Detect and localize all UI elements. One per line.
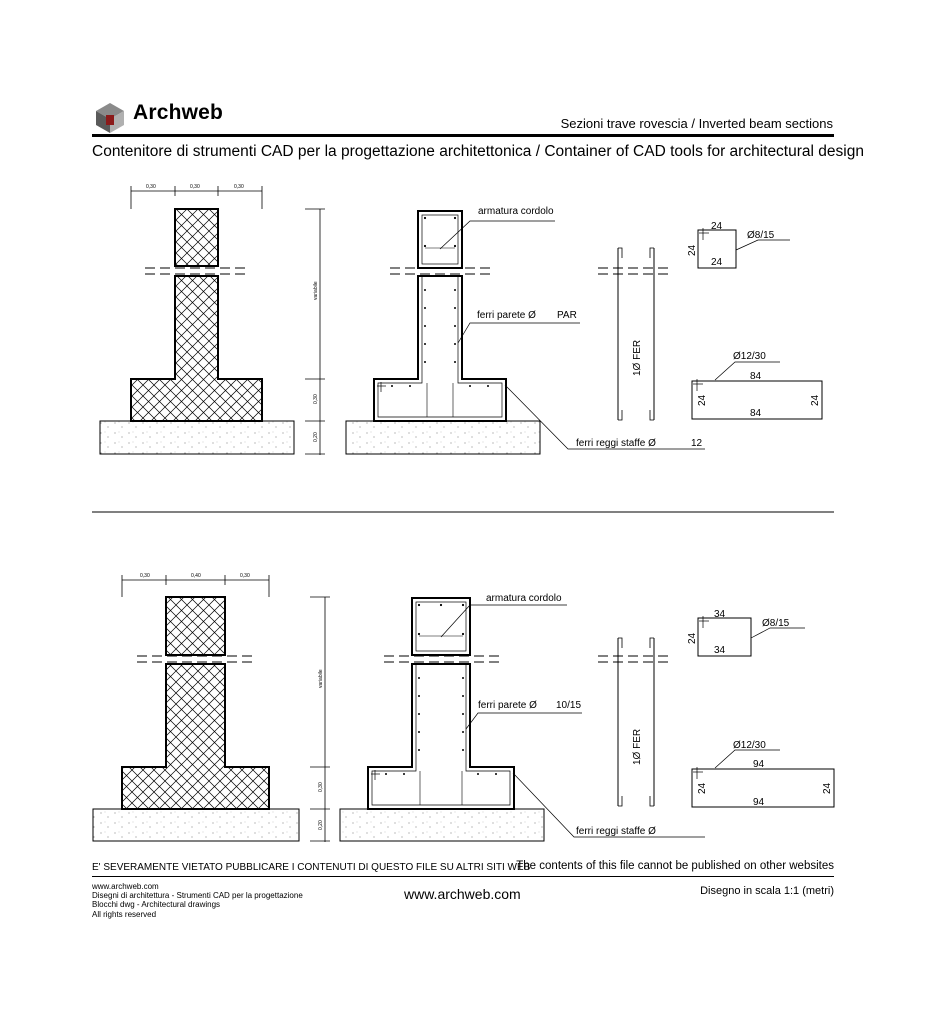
footer-line-3: Blocchi dwg - Architectural drawings: [92, 900, 221, 910]
label-ferri-reggi-staffe-bottom: ferri reggi staffe Ø: [576, 826, 656, 837]
label-ferri-reggi-staffe-top: ferri reggi staffe Ø: [576, 438, 656, 449]
drawing-scale: Disegno in scala 1:1 (metri): [700, 885, 834, 897]
footer-rule: [92, 876, 834, 877]
stirrup-large-bottom-right: 24: [822, 782, 833, 794]
footer-line-2: Disegni di architettura - Strumenti CAD per la progettazione: [92, 891, 303, 901]
label-ferri-parete-bottom: ferri parete Ø: [478, 700, 537, 711]
label-parete-value-top: PAR: [557, 310, 577, 321]
label-ferri-parete-top: ferri parete Ø: [477, 310, 536, 321]
stirrup-small-top-bottom: 24: [711, 257, 723, 268]
bar-fer-label-bottom: 1Ø FER: [632, 728, 643, 765]
footer-credits: [92, 882, 303, 919]
stirrup-large-bottom-bottom: 94: [753, 797, 765, 808]
stirrup-large-top-bottom: 84: [750, 408, 762, 419]
stirrup-small-bottom-top: 34: [714, 609, 726, 620]
stirrup-large-top-right: 24: [810, 394, 821, 406]
brand-name: Archweb: [133, 101, 224, 124]
warning-italian: E' SEVERAMENTE VIETATO PUBBLICARE I CONTENUTI DI QUESTO FILE SU ALTRI SITI WEB: [92, 862, 531, 873]
label-staffe-value-top: 12: [691, 438, 703, 449]
stirrup-large-bottom-bar: Ø12/30: [733, 740, 766, 751]
stirrup-large-top-bar: Ø12/30: [733, 351, 766, 362]
label-armatura-cordolo-top: armatura cordolo: [478, 206, 554, 217]
bar-elevation-bottom: [598, 638, 672, 806]
stirrup-small-top-bar: Ø8/15: [747, 230, 775, 241]
vdim-variable-top: variabile: [313, 281, 319, 300]
footer-line-1: www.archweb.com: [92, 882, 159, 891]
footer-url[interactable]: www.archweb.com: [404, 886, 521, 902]
vdim-030-top: 0,30: [313, 394, 319, 404]
stirrup-large-top-top: 84: [750, 371, 762, 382]
dim-top-3: 0,30: [234, 184, 244, 190]
stirrup-large-bottom-left: 24: [697, 782, 708, 794]
stirrup-large-top-left: 24: [697, 394, 708, 406]
dim-top-1: 0,30: [146, 184, 156, 190]
stirrup-small-bottom-bar: Ø8/15: [762, 618, 790, 629]
page-subtitle: Contenitore di strumenti CAD per la progettazione architettonica / Container of CAD tools for architectural design: [92, 143, 864, 160]
section-bottom-hatched: [93, 575, 330, 842]
section-top-hatched: [100, 186, 325, 455]
footer-line-4: All rights reserved: [92, 909, 157, 919]
vdim-variable-bottom: variabile: [318, 669, 324, 688]
vdim-020-bottom: 0,20: [318, 820, 324, 830]
stirrup-small-bottom-bottom: 34: [714, 645, 726, 656]
stirrup-small-top-top: 24: [711, 221, 723, 232]
bar-fer-label-top: 1Ø FER: [632, 339, 643, 376]
dim-bottom-3: 0,30: [240, 573, 250, 579]
stirrup-small-top-side: 24: [687, 244, 698, 256]
stirrup-small-bottom-side: 24: [687, 632, 698, 644]
warning-english: The contents of this file cannot be published on other websites: [516, 860, 834, 872]
vdim-030-bottom: 0,30: [318, 782, 324, 792]
label-parete-value-bottom: 10/15: [556, 700, 582, 711]
dim-top-2: 0,30: [190, 184, 200, 190]
section-top-reinforcement: [346, 211, 705, 454]
label-armatura-cordolo-bottom: armatura cordolo: [486, 593, 562, 604]
dim-bottom-1: 0,30: [140, 573, 150, 579]
drawing-title: Sezioni trave rovescia / Inverted beam sections: [560, 116, 833, 131]
vdim-020-top: 0,20: [313, 432, 319, 442]
dim-bottom-2: 0,40: [191, 573, 201, 579]
stirrup-large-bottom-top: 94: [753, 759, 765, 770]
bar-elevation-top: [598, 248, 672, 420]
